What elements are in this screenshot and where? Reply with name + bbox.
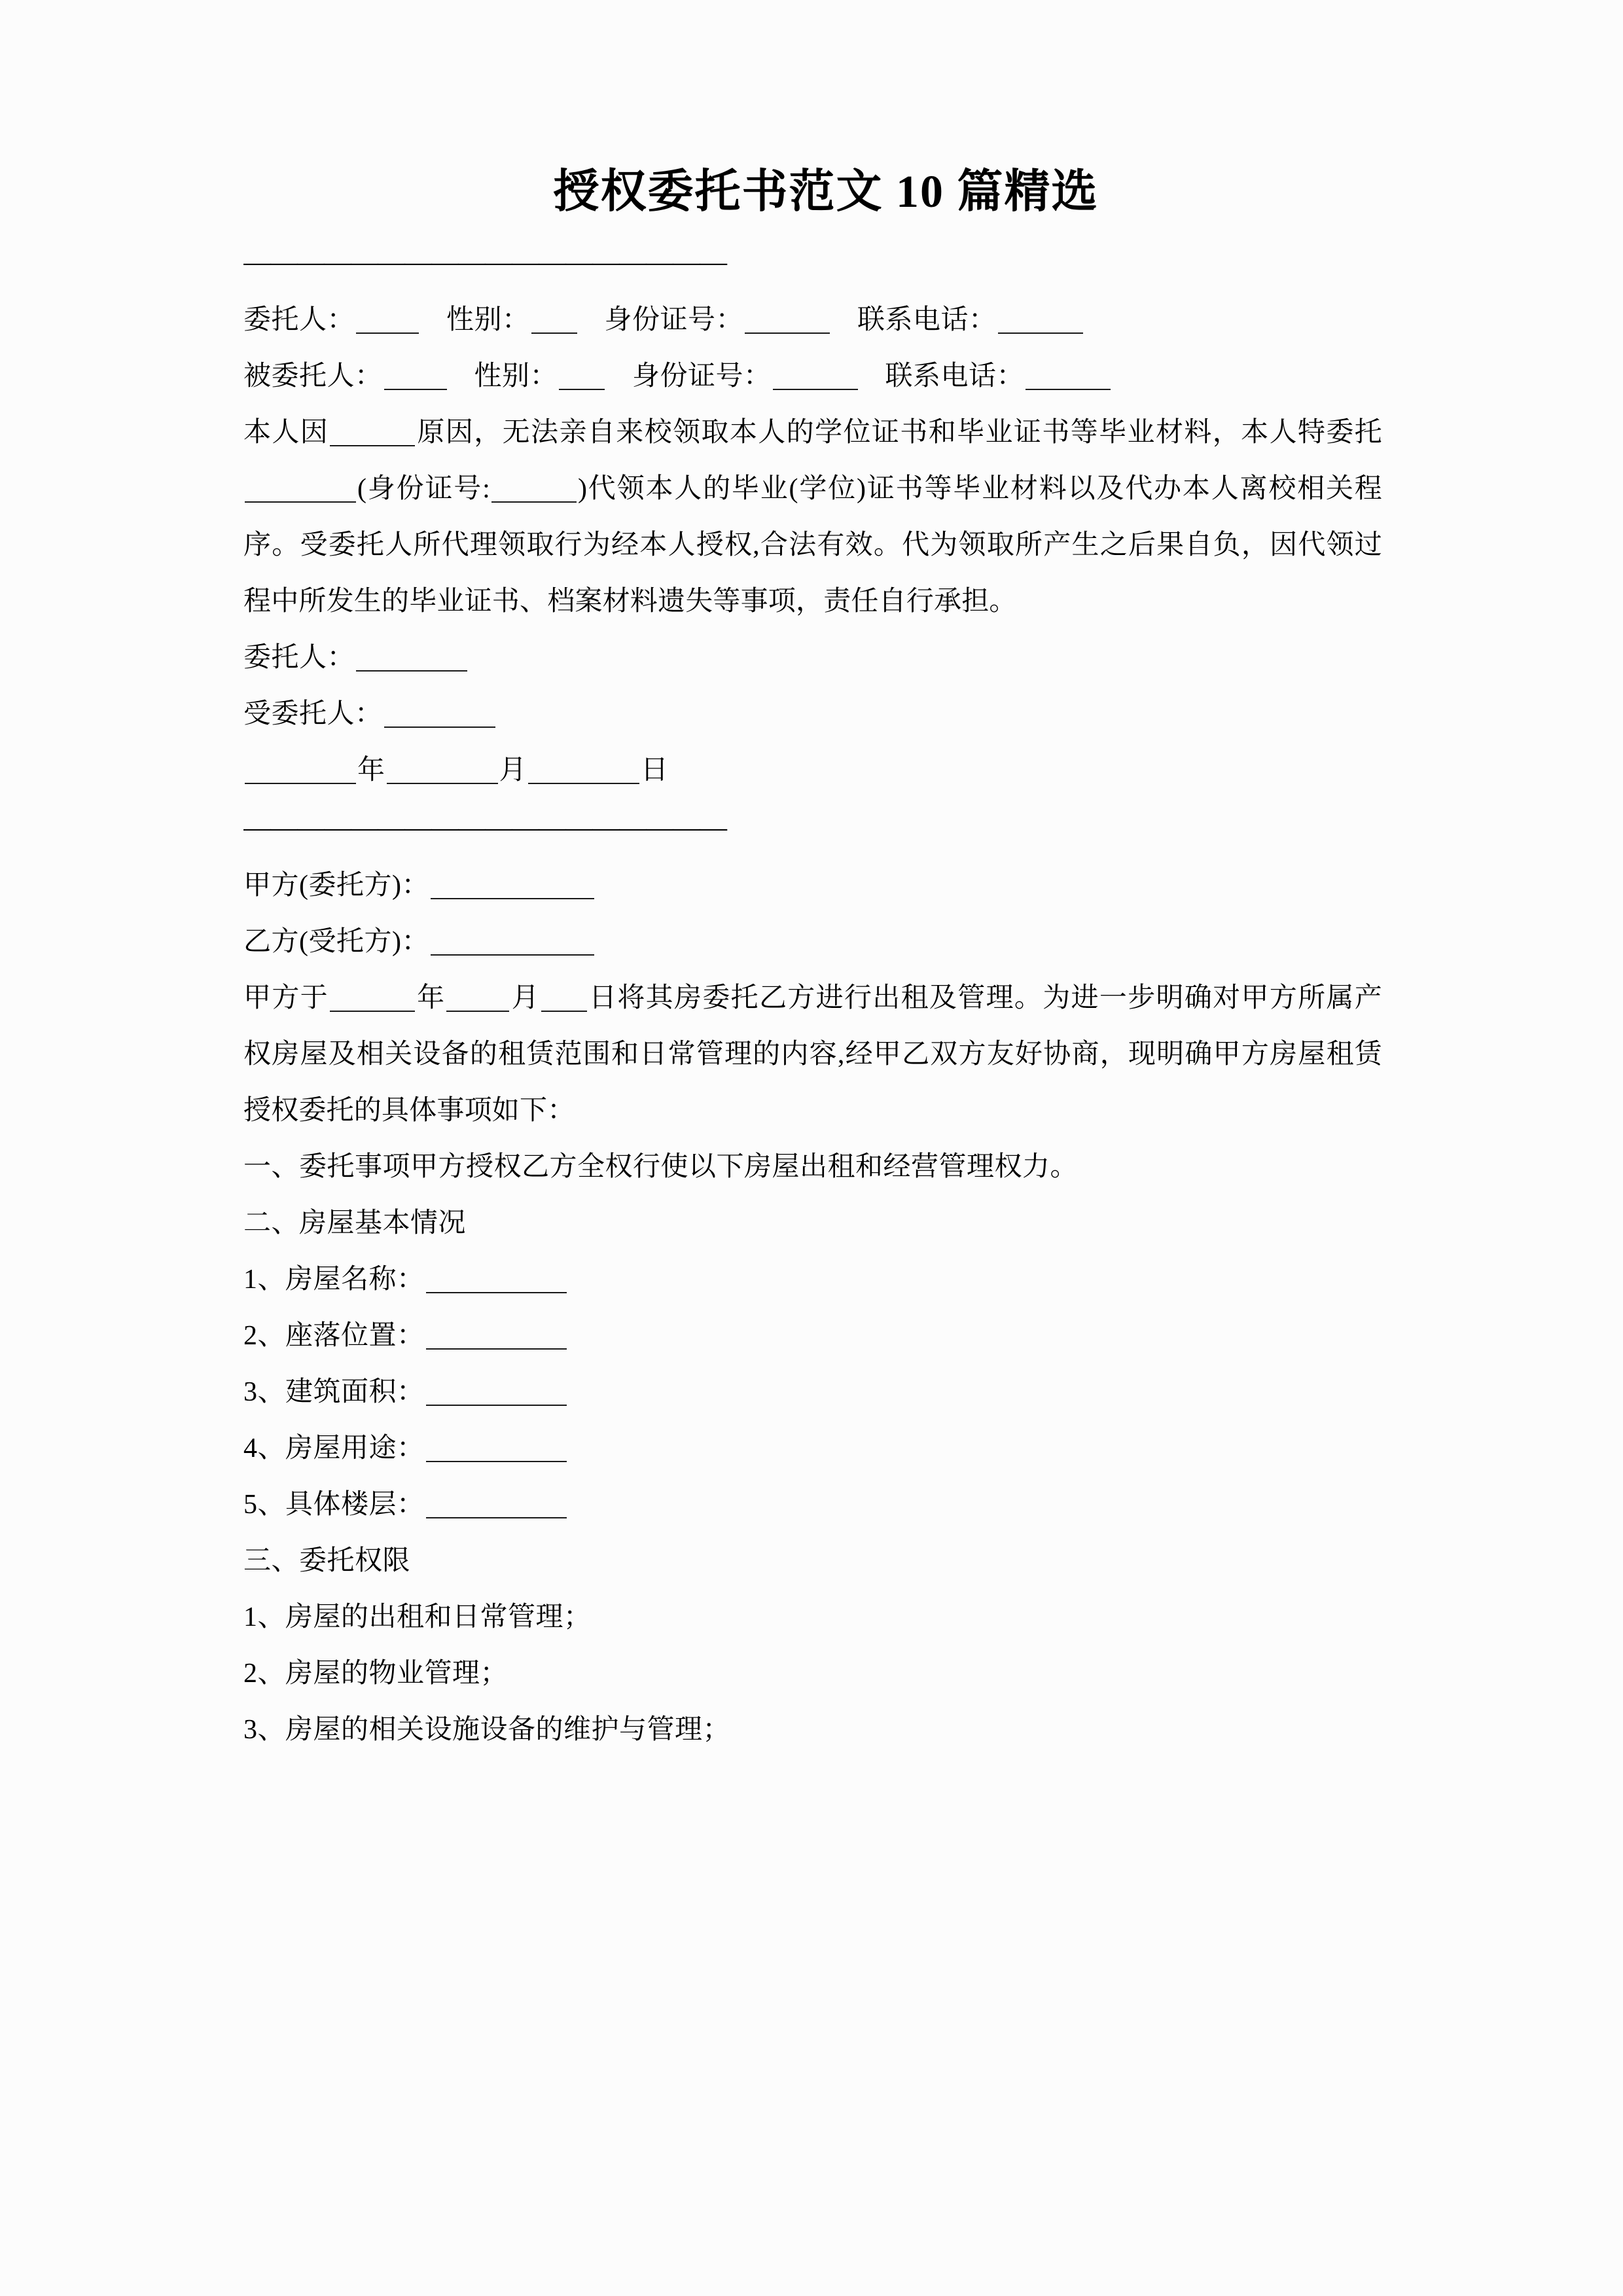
- authorization-body-blank-3[interactable]: [245, 476, 356, 503]
- entrusted-info-text: 被委托人：: [243, 361, 383, 391]
- property-name-row: [243, 1251, 1382, 1308]
- entrusted-signature-blank-1[interactable]: [384, 702, 495, 728]
- lease-body-text: 甲方于: [243, 982, 329, 1013]
- date-line: [243, 742, 1382, 798]
- property-floor-row: [243, 1477, 1382, 1533]
- lease-body-blank-5[interactable]: [541, 986, 587, 1012]
- property-name-label: 1、房屋名称：: [243, 1264, 425, 1295]
- authorization-body-text: 本人因: [243, 417, 329, 448]
- entrustor-info-text: 委托人：: [243, 304, 355, 335]
- date-text: 月: [499, 755, 527, 785]
- entrustor-info-blank-1[interactable]: [356, 308, 419, 334]
- property-location-label: 2、座落位置：: [243, 1320, 425, 1351]
- property-usage-row: [243, 1420, 1382, 1477]
- authority-1: 1、房屋的出租和日常管理；: [243, 1602, 592, 1632]
- property-area-row: [243, 1364, 1382, 1420]
- entrustor-signature-blank-1[interactable]: [356, 645, 467, 672]
- party-a-line: [243, 857, 1382, 914]
- authority-3: 3、房屋的相关设施设备的维护与管理；: [243, 1714, 731, 1745]
- party-b-blank-1[interactable]: [431, 929, 594, 956]
- date-blank-0[interactable]: [245, 758, 356, 784]
- entrusted-info-line: [243, 348, 1382, 404]
- entrusted-signature-line: [243, 686, 1382, 742]
- entrusted-info-blank-10[interactable]: [1026, 364, 1111, 390]
- spacer: [243, 851, 1382, 857]
- property-location-blank[interactable]: [426, 1323, 567, 1350]
- clause-entrusted-matters: 一、委托事项甲方授权乙方全权行使以下房屋出租和经营管理权力。: [243, 1151, 1079, 1182]
- section-divider-middle: ——————————————————: [243, 812, 726, 843]
- lease-body-text: 年: [416, 982, 446, 1013]
- entrustor-info-blank-7[interactable]: [745, 308, 830, 334]
- spacer: [243, 285, 1382, 292]
- authorization-body-paragraph: [243, 404, 1382, 630]
- property-area-blank[interactable]: [426, 1380, 567, 1406]
- entrusted-info-blank-4[interactable]: [559, 364, 605, 390]
- lease-body-blank-3[interactable]: [446, 986, 509, 1012]
- property-items-list: [243, 1251, 1382, 1533]
- entrusted-info-text: 联系电话：: [885, 361, 1025, 391]
- party-a-text: 甲方(委托方)：: [243, 870, 429, 901]
- date-text: 日: [641, 755, 669, 785]
- clause-property-basics: 二、房屋基本情况: [243, 1208, 467, 1238]
- property-location-row: [243, 1308, 1382, 1364]
- property-usage-blank[interactable]: [426, 1436, 567, 1462]
- entrustor-info-text: 身份证号：: [604, 304, 744, 335]
- authority-items-list: [243, 1589, 1382, 1758]
- lease-body-text: 日将其房委托乙方进行出租及管理。为进一步明确对甲方所属产权房屋及相关设备的租赁范围和日常管理的内容,经甲乙双方友好协商，现明确甲方房屋租赁授权委托的具体事项如下：: [243, 982, 1382, 1126]
- entrustor-signature-text: 委托人：: [243, 642, 355, 673]
- entrustor-info-text: 联系电话：: [857, 304, 997, 335]
- entrusted-info-blank-1[interactable]: [384, 364, 447, 390]
- authorization-body-blank-1[interactable]: [330, 420, 415, 446]
- date-text: 年: [357, 755, 385, 785]
- party-b-line: [243, 914, 1382, 970]
- party-a-blank-1[interactable]: [431, 873, 594, 899]
- entrusted-info-text: 性别：: [474, 361, 558, 391]
- entrustor-info-text: 性别：: [446, 304, 530, 335]
- property-name-blank[interactable]: [426, 1267, 567, 1293]
- entrustor-info-blank-4[interactable]: [531, 308, 577, 334]
- entrustor-info-blank-10[interactable]: [998, 308, 1083, 334]
- clause-authority-scope: 三、委托权限: [243, 1545, 411, 1576]
- entrusted-info-text: 身份证号：: [632, 361, 772, 391]
- page-title: 授权委托书范文 10 篇精选: [553, 167, 1099, 217]
- date-blank-4[interactable]: [528, 758, 639, 784]
- authorization-body-text: )代领本人的毕业(学位)证书等毕业材料以及代办本人离校相关程序。受委托人所代理领取行为经本人授权,合法有效。代为领取所产生之后果自负，因代领过程中所发生的毕业证书、档案材料遗失等事项，责任自行承担。: [243, 473, 1383, 617]
- authorization-body-blank-5[interactable]: [491, 476, 577, 503]
- lease-body-paragraph: [243, 970, 1382, 1139]
- authorization-body-text: 原因，无法亲自来校领取本人的学位证书和毕业证书等毕业材料，本人特委托: [416, 417, 1382, 448]
- authority-2: 2、房屋的物业管理；: [243, 1658, 508, 1689]
- date-blank-2[interactable]: [387, 758, 498, 784]
- property-floor-label: 5、具体楼层：: [243, 1489, 425, 1520]
- section-divider-top: ——————————————————: [243, 247, 726, 278]
- document-content: [243, 164, 1382, 1758]
- property-usage-label: 4、房屋用途：: [243, 1433, 425, 1463]
- authorization-body-text: (身份证号:: [357, 473, 490, 504]
- entrustor-info-line: [243, 292, 1382, 348]
- spacer: [243, 798, 1382, 805]
- entrusted-signature-text: 受委托人：: [243, 698, 383, 729]
- party-b-text: 乙方(受托方)：: [243, 926, 429, 957]
- property-floor-blank[interactable]: [426, 1492, 567, 1518]
- lease-body-blank-1[interactable]: [330, 986, 415, 1012]
- property-area-label: 3、建筑面积：: [243, 1376, 425, 1407]
- entrusted-info-blank-7[interactable]: [773, 364, 858, 390]
- lease-body-text: 月: [510, 982, 540, 1013]
- entrustor-signature-line: [243, 630, 1382, 686]
